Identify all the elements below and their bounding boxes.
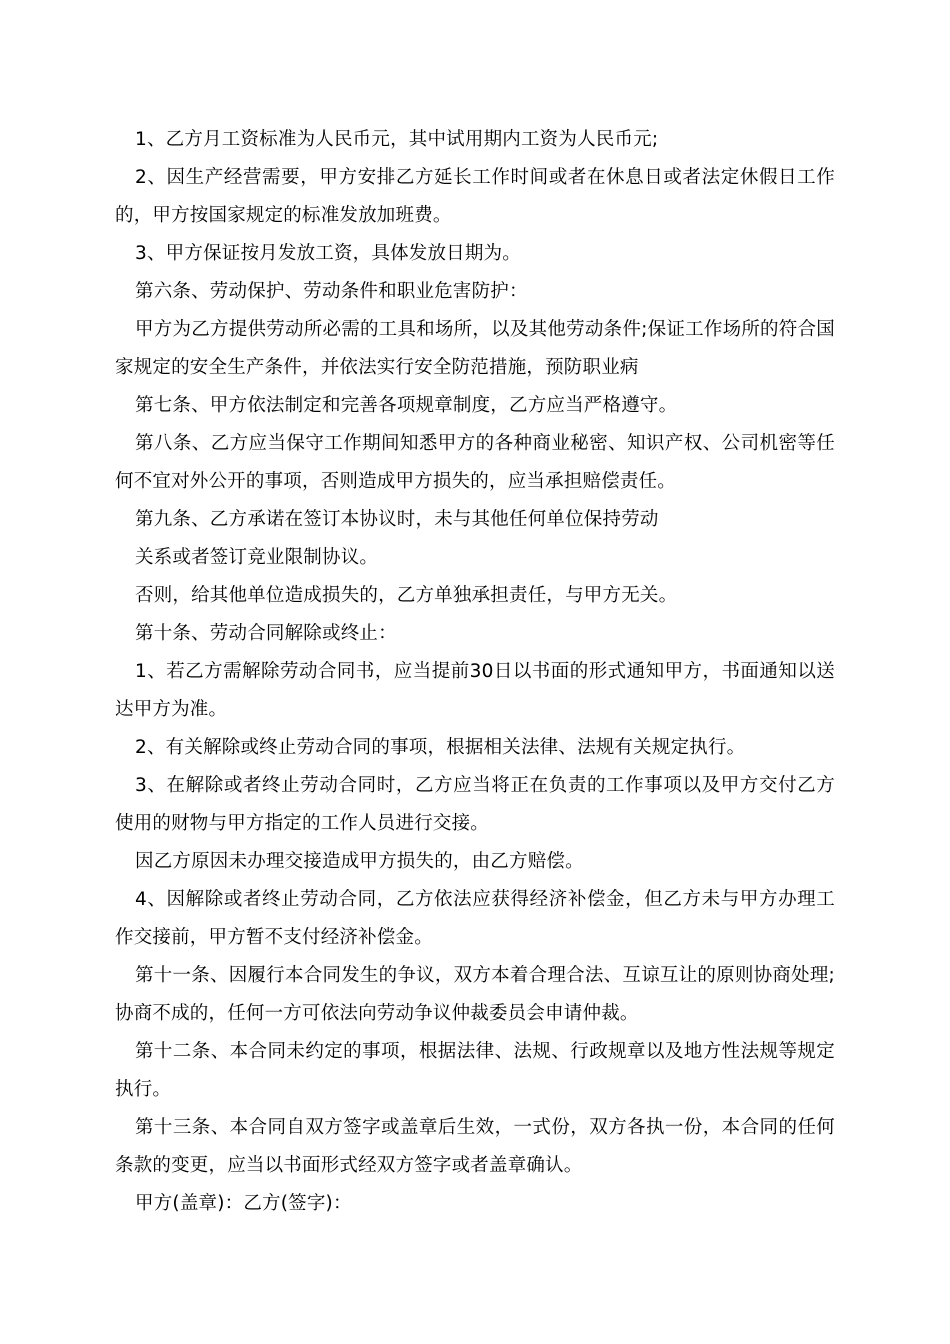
paragraph-salary-standard: 1、乙方月工资标准为人民币元，其中试用期内工资为人民币元; — [135, 129, 659, 150]
paragraph-compensation: 4、因解除或者终止劳动合同，乙方依法应获得经济补偿金，但乙方未与甲方办理工作交接前，甲方暂不支付经济补偿金。 — [115, 889, 835, 948]
article-6-heading: 第六条、劳动保护、劳动条件和职业危害防护： — [135, 281, 528, 302]
article-11: 第十一条、因履行本合同发生的争议，双方本着合理合法、互谅互让的原则协商处理;协商不成的，任何一方可依法向劳动争议仲裁委员会申请仲裁。 — [115, 965, 835, 1024]
paragraph-termination-notice: 1、若乙方需解除劳动合同书，应当提前30日以书面的形式通知甲方，书面通知以送达甲方为准。 — [115, 661, 835, 720]
article-12: 第十二条、本合同未约定的事项，根据法律、法规、行政规章以及地方性法规等规定执行。 — [115, 1041, 835, 1100]
paragraph-handover-liability: 因乙方原因未办理交接造成甲方损失的，由乙方赔偿。 — [135, 851, 584, 872]
paragraph-overtime-pay: 2、因生产经营需要，甲方安排乙方延长工作时间或者在休息日或者法定休假日工作的，甲方按国家规定的标准发放加班费。 — [115, 167, 835, 226]
article-9-liability: 否则，给其他单位造成损失的，乙方单独承担责任，与甲方无关。 — [135, 585, 678, 606]
paragraph-monthly-pay-date: 3、甲方保证按月发放工资，具体发放日期为。 — [135, 243, 521, 264]
article-9-continued: 关系或者签订竞业限制协议。 — [135, 547, 379, 568]
contract-body — [115, 121, 835, 1223]
article-10-heading: 第十条、劳动合同解除或终止： — [135, 623, 397, 644]
paragraph-handover: 3、在解除或者终止劳动合同时，乙方应当将正在负责的工作事项以及甲方交付乙方使用的财物与甲方指定的工作人员进行交接。 — [115, 775, 835, 834]
article-8: 第八条、乙方应当保守工作期间知悉甲方的各种商业秘密、知识产权、公司机密等任何不宜对外公开的事项，否则造成甲方损失的，应当承担赔偿责任。 — [115, 433, 835, 492]
paragraph-labor-protection: 甲方为乙方提供劳动所必需的工具和场所，以及其他劳动条件;保证工作场所的符合国家规定的安全生产条件，并依法实行安全防范措施，预防职业病 — [115, 319, 835, 378]
article-7: 第七条、甲方依法制定和完善各项规章制度，乙方应当严格遵守。 — [135, 395, 678, 416]
article-13: 第十三条、本合同自双方签字或盖章后生效，一式份，双方各执一份，本合同的任何条款的变更，应当以书面形式经双方签字或者盖章确认。 — [115, 1117, 835, 1176]
paragraph-termination-rules: 2、有关解除或终止劳动合同的事项，根据相关法律、法规有关规定执行。 — [135, 737, 746, 758]
article-9: 第九条、乙方承诺在签订本协议时，未与其他任何单位保持劳动 — [135, 509, 659, 530]
signature-line: 甲方(盖章)：乙方(签字)： — [135, 1193, 352, 1214]
